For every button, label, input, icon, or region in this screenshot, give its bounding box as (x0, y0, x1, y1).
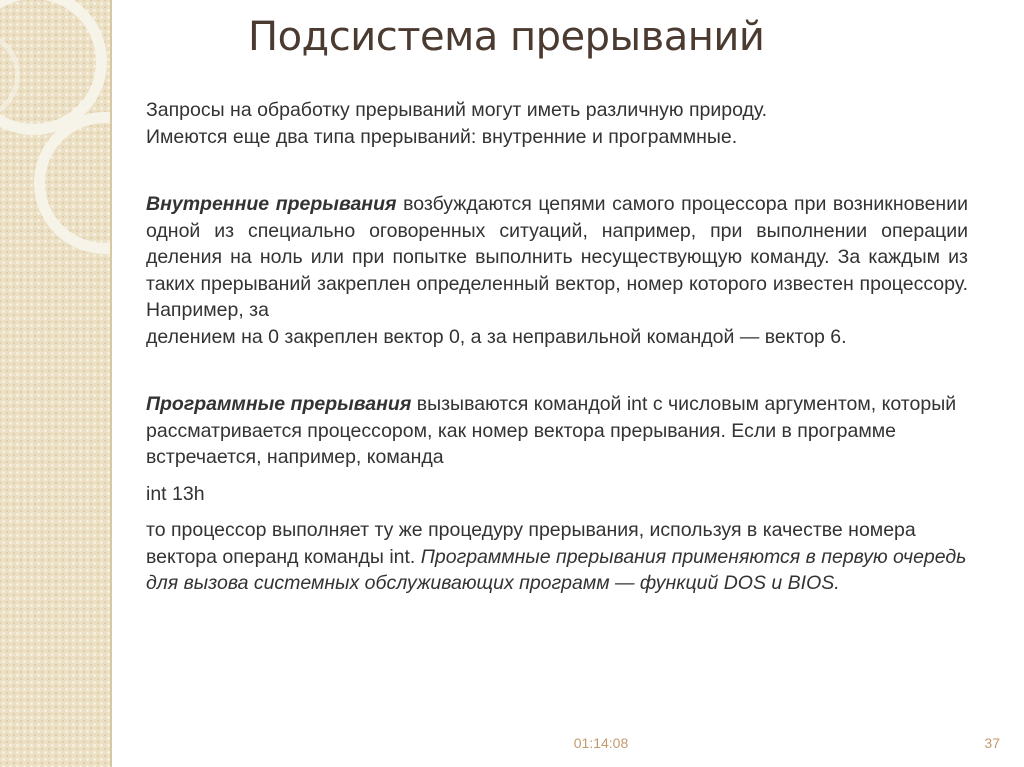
code-example: int 13h (146, 482, 205, 505)
internal-interrupts-term: Внутренние прерывания (146, 193, 397, 215)
internal-interrupts-tail: делением на 0 закреплен вектор 0, а за неправильной командой — вектор 6. (146, 325, 847, 348)
conclusion-paragraph (146, 517, 968, 597)
slide-content (146, 97, 968, 597)
intro-line-2: Имеются еще два типа прерываний: внутренние и программные. (146, 125, 738, 148)
intro-line-1: Запросы на обработку прерываний могут иметь различную природу. (146, 99, 768, 121)
internal-interrupts-text: возбуждаются цепями самого процессора при возникновении одной из специально оговоренных ситуаций, например, при выполнении операции деления на ноль или при попытке выполнить несуществующую команду. За каждым из таких прерываний закреплен определенный вектор, номер которого известен процессору. Например, за (146, 193, 968, 321)
conclusion-italic-text: Программные прерывания применяются в первую очередь для вызова системных обслуживающих программ — функций DOS и BIOS. (146, 545, 967, 594)
intro-paragraph (146, 97, 968, 150)
conclusion-text: то процессор выполняет ту же процедуру прерывания, используя в качестве номера вектора операнд команды int. (146, 519, 916, 568)
program-interrupts-paragraph (146, 391, 968, 471)
program-interrupts-text: вызываются командой int с числовым аргументом, который рассматривается процессором, как номер вектора прерывания. Если в программе встречается, например, команда (146, 393, 957, 468)
sidebar-divider (110, 0, 112, 767)
internal-interrupts-paragraph (146, 191, 968, 350)
decorative-sidebar (0, 0, 112, 767)
footer-timestamp: 01:14:08 (573, 735, 629, 751)
slide-page-number: 37 (984, 735, 1000, 751)
slide-title: Подсистема прерываний (248, 14, 765, 60)
program-interrupts-term: Программные прерывания (146, 393, 412, 415)
